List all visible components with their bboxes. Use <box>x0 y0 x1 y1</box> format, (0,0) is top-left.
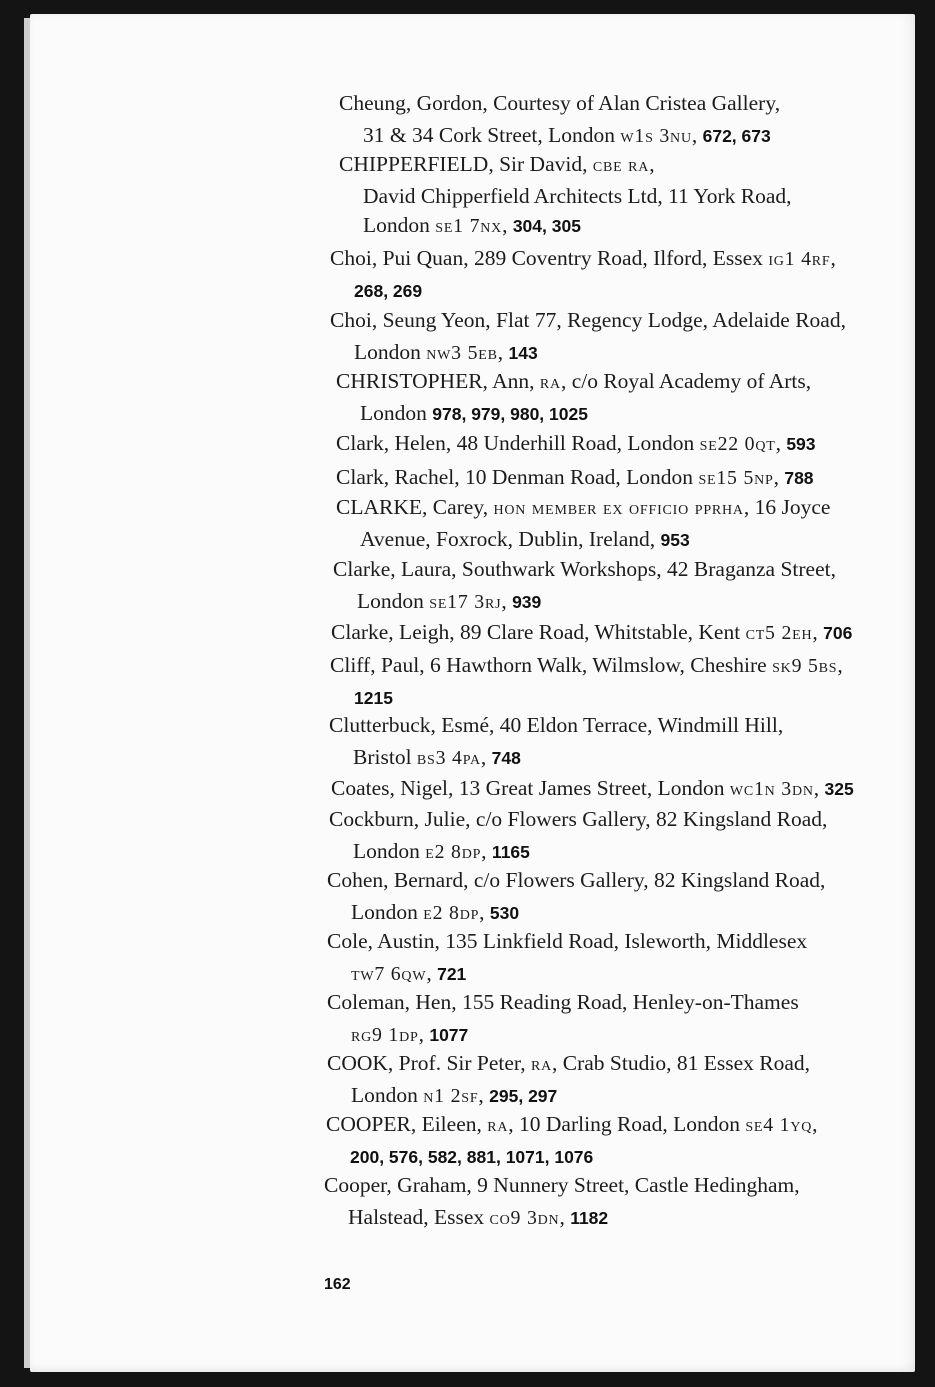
entry-text: Cliff, Paul, 6 Hawthorn Walk, Wilmslow, Cheshire <box>330 653 773 677</box>
entry-text: CHIPPERFIELD, Sir David, <box>339 152 593 176</box>
entry-text: Coates, Nigel, 13 Great James Street, London <box>331 776 730 800</box>
entry-text: , 10 Darling Road, London <box>508 1112 746 1136</box>
entry-line-1 <box>324 1173 800 1197</box>
entry-text: , <box>480 745 492 769</box>
entry-text: Clarke, Laura, Southwark Workshops, 42 Braganza Street, <box>333 557 836 581</box>
entry-text: COOPER, Eileen, <box>326 1112 488 1136</box>
entry-text: , <box>481 839 492 863</box>
index-entry <box>331 773 854 805</box>
entry-line-1 <box>336 431 816 455</box>
entry-text: , <box>479 900 490 924</box>
entry-text: Avenue, Foxrock, Dublin, Ireland, <box>360 527 661 551</box>
entry-line-1 <box>326 1112 818 1136</box>
entry-page-refs: 706 <box>823 623 853 643</box>
index-entry <box>336 492 830 556</box>
entry-page-refs: 200, 576, 582, 881, 1071, 1076 <box>350 1147 594 1167</box>
entry-text: Choi, Seung Yeon, Flat 77, Regency Lodge, Adelaide Road, <box>330 308 846 332</box>
entry-line-1 <box>336 369 811 393</box>
entry-smallcaps: ig1 4rf <box>768 248 831 270</box>
entry-text: London <box>360 401 433 425</box>
entry-page-refs: 325 <box>824 779 854 799</box>
entry-line-1 <box>330 246 836 270</box>
entry-smallcaps: w1s 3nu <box>620 125 692 147</box>
entry-page-refs: 593 <box>786 434 816 454</box>
entry-line-2 <box>336 398 811 430</box>
entry-smallcaps: rg9 1dp <box>351 1024 419 1046</box>
index-entry <box>329 804 827 868</box>
entry-page-refs: 978, 979, 980, 1025 <box>432 404 588 424</box>
entry-text: Cohen, Bernard, c/o Flowers Gallery, 82 Kingsland Road, <box>327 868 826 892</box>
entry-line-1 <box>329 807 827 831</box>
entry-page-refs: 295, 297 <box>489 1086 558 1106</box>
entry-text: , <box>649 152 655 176</box>
entry-text: Choi, Pui Quan, 289 Coventry Road, Ilford, Essex <box>330 246 769 270</box>
entry-text: , <box>497 340 509 364</box>
entry-line-2 <box>339 210 581 242</box>
entry-text: Clutterbuck, Esmé, 40 Eldon Terrace, Windmill Hill, <box>329 713 784 737</box>
entry-page-refs: 788 <box>784 468 814 488</box>
entry-line-1 <box>339 91 780 115</box>
entry-line-2 <box>327 897 825 929</box>
entry-text: , <box>775 431 787 455</box>
entry-text: , <box>812 1112 818 1136</box>
entry-text: , <box>773 465 785 489</box>
entry-text: Clarke, Leigh, 89 Clare Road, Whitstable, Kent <box>331 620 746 644</box>
entry-smallcaps: wc1n 3dn <box>729 778 814 800</box>
entry-smallcaps: se1 7nx <box>435 215 503 237</box>
entry-text: , <box>426 961 438 985</box>
index-entry <box>329 710 783 774</box>
entry-line-2 <box>327 1080 810 1112</box>
entry-text: , Crab Studio, 81 Essex Road, <box>552 1051 811 1075</box>
index-entry <box>333 554 836 618</box>
entry-line-1 <box>329 713 783 737</box>
entry-smallcaps: se17 3rj <box>429 591 502 613</box>
entry-line-1 <box>327 990 799 1014</box>
index-entry <box>339 149 792 213</box>
entry-text: CLARKE, Carey, <box>336 495 494 519</box>
entry-page-refs: 143 <box>508 343 538 363</box>
entry-smallcaps: e2 8dp <box>423 902 480 924</box>
entry-smallcaps: se22 0qt <box>699 433 776 455</box>
index-entry <box>330 243 836 307</box>
entry-page-refs: 530 <box>489 903 520 923</box>
entry-line-2 <box>327 958 807 990</box>
index-entries <box>30 14 915 1264</box>
entry-text: Bristol <box>353 745 417 769</box>
entry-page-refs: 748 <box>491 748 521 768</box>
entry-smallcaps: n1 2sf <box>423 1085 479 1107</box>
index-entry <box>339 88 780 152</box>
entry-line-1 <box>339 152 655 176</box>
entry-smallcaps: bs3 4pa <box>416 747 481 769</box>
index-entry <box>339 210 581 242</box>
entry-line-2 <box>330 275 836 307</box>
entry-smallcaps: cbe ra <box>592 154 650 176</box>
index-entry <box>326 1109 818 1173</box>
index-entry <box>327 926 807 990</box>
entry-line-2 <box>329 742 783 774</box>
index-entry <box>336 428 816 460</box>
entry-smallcaps: tw7 6qw <box>351 963 427 985</box>
index-entry <box>327 1048 810 1112</box>
entry-line-1 <box>330 308 846 332</box>
entry-text: London <box>351 1083 424 1107</box>
entry-text: , <box>830 246 836 270</box>
entry-smallcaps: co9 3dn <box>489 1207 560 1229</box>
page-number: 162 <box>324 1276 351 1293</box>
entry-text: COOK, Prof. Sir Peter, <box>327 1051 531 1075</box>
entry-text: , <box>502 213 513 237</box>
entry-line-2 <box>333 586 836 618</box>
entry-line-2 <box>329 836 827 868</box>
entry-line-1 <box>330 653 843 677</box>
entry-page-refs: 721 <box>437 964 467 984</box>
entry-page-refs: 1182 <box>570 1208 609 1228</box>
entry-text: Cheung, Gordon, Courtesy of Alan Cristea Gallery, <box>339 91 781 115</box>
entry-text: , <box>478 1083 490 1107</box>
entry-text: , 16 Joyce <box>743 495 831 519</box>
entry-line-1 <box>336 495 830 519</box>
entry-line-2 <box>330 337 846 369</box>
entry-line-1 <box>331 776 854 800</box>
index-entry <box>324 1170 800 1234</box>
entry-text: London <box>353 839 426 863</box>
entry-text: London <box>357 589 430 613</box>
entry-smallcaps: ct5 2eh <box>745 622 813 644</box>
entry-line-1 <box>336 465 814 489</box>
entry-line-2 <box>326 1141 818 1173</box>
entry-text: , c/o Royal Academy of Arts, <box>560 369 812 393</box>
entry-line-1 <box>327 929 807 953</box>
entry-line-1 <box>331 620 852 644</box>
entry-smallcaps: hon member ex officio pprha <box>493 497 744 519</box>
entry-page-refs: 1215 <box>354 688 393 708</box>
entry-line-2 <box>327 1019 799 1051</box>
entry-text: Cockburn, Julie, c/o Flowers Gallery, 82 Kingsland Road, <box>329 807 828 831</box>
entry-text: , <box>501 589 513 613</box>
entry-text: London <box>363 213 436 237</box>
entry-text: , <box>559 1205 571 1229</box>
book-page <box>30 14 915 1372</box>
entry-smallcaps: se15 5np <box>698 467 774 489</box>
entry-line-2 <box>324 1202 800 1234</box>
entry-line-1 <box>333 557 836 581</box>
entry-page-refs: 268, 269 <box>354 281 423 301</box>
entry-text: , <box>691 123 703 147</box>
entry-smallcaps: ra <box>539 371 561 393</box>
index-entry <box>330 305 846 369</box>
entry-page-refs: 939 <box>512 592 542 612</box>
entry-page-refs: 953 <box>660 530 690 550</box>
index-entry <box>336 462 814 494</box>
entry-line-1 <box>327 868 825 892</box>
entry-text: Halstead, Essex <box>348 1205 490 1229</box>
index-entry <box>327 865 825 929</box>
entry-text: , <box>813 776 825 800</box>
entry-page-refs: 1077 <box>429 1025 469 1045</box>
entry-smallcaps: ra <box>530 1053 553 1075</box>
entry-page-refs: 1165 <box>491 842 530 862</box>
entry-text: David Chipperfield Architects Ltd, 11 York Road, <box>363 184 792 208</box>
entry-text: Cooper, Graham, 9 Nunnery Street, Castle Hedingham, <box>324 1173 800 1197</box>
entry-line-1 <box>327 1051 810 1075</box>
entry-smallcaps: sk9 5bs <box>772 655 838 677</box>
entry-text: Coleman, Hen, 155 Reading Road, Henley-on-Thames <box>327 990 799 1014</box>
entry-line-2 <box>339 120 780 152</box>
entry-text: CHRISTOPHER, Ann, <box>336 369 540 393</box>
entry-text: London <box>351 900 424 924</box>
entry-line-2 <box>339 181 792 213</box>
index-entry <box>336 366 811 430</box>
entry-text: Clark, Helen, 48 Underhill Road, London <box>336 431 700 455</box>
entry-text: 31 & 34 Cork Street, London <box>363 123 621 147</box>
index-entry <box>330 650 843 714</box>
entry-smallcaps: ra <box>487 1114 509 1136</box>
entry-smallcaps: e2 8dp <box>425 841 482 863</box>
index-entry <box>331 617 852 649</box>
entry-text: , <box>812 620 824 644</box>
entry-text: Cole, Austin, 135 Linkfield Road, Isleworth, Middlesex <box>327 929 808 953</box>
index-entry <box>327 987 799 1051</box>
entry-page-refs: 672, 673 <box>702 126 771 146</box>
entry-text: , <box>418 1022 430 1046</box>
entry-page-refs: 304, 305 <box>512 216 581 236</box>
entry-text: , <box>837 653 843 677</box>
entry-line-2 <box>336 524 830 556</box>
entry-text: London <box>354 340 427 364</box>
entry-smallcaps: nw3 5eb <box>426 342 498 364</box>
entry-smallcaps: se4 1yq <box>745 1114 813 1136</box>
entry-text: Clark, Rachel, 10 Denman Road, London <box>336 465 699 489</box>
